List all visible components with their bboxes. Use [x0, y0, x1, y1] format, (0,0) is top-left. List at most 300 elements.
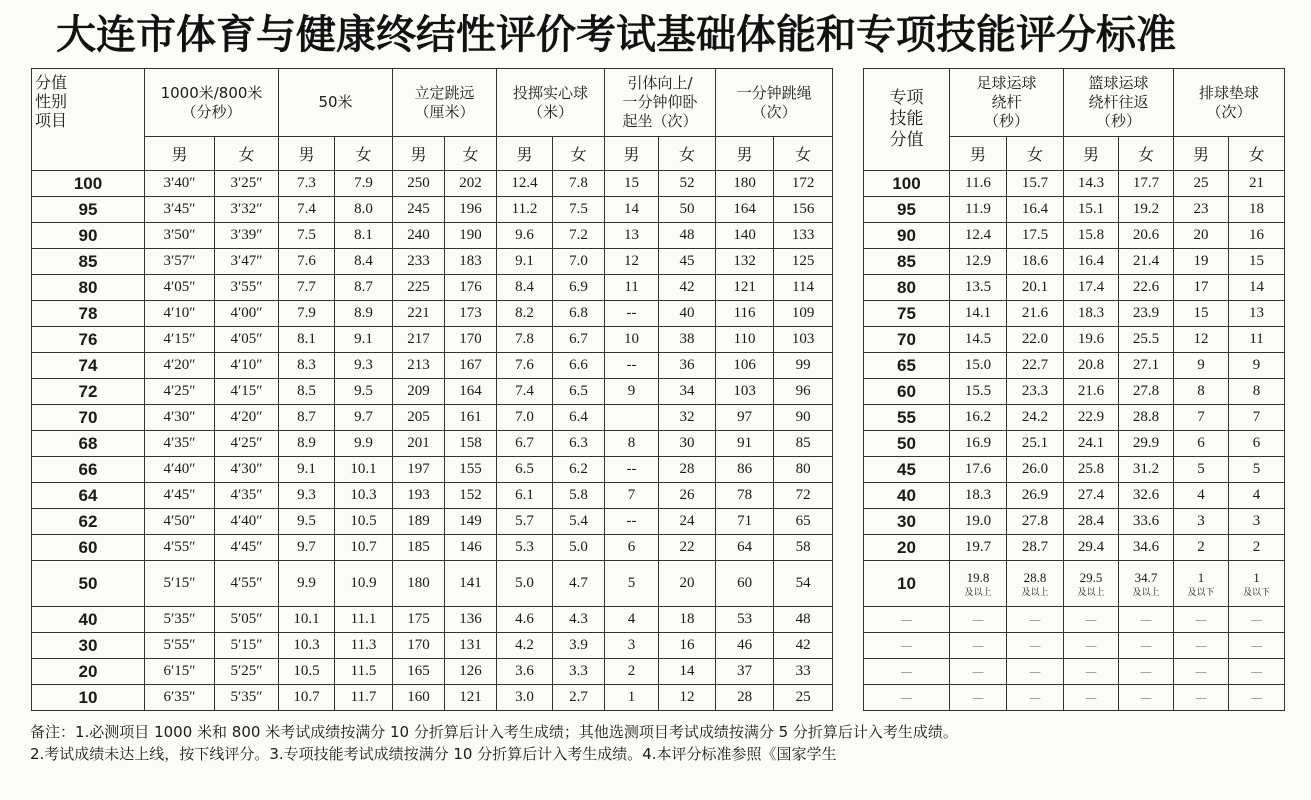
- table-row: [32, 633, 833, 659]
- value-cell: 4′35″: [145, 431, 215, 457]
- value-cell: 5′25″: [215, 659, 279, 685]
- value-cell: --: [605, 301, 659, 327]
- value-cell: 7.8: [553, 171, 605, 197]
- value-cell: 14.1: [950, 301, 1007, 327]
- female-col-header: 女: [1229, 137, 1285, 171]
- value-cell: 71: [716, 509, 774, 535]
- value-cell: 42: [774, 633, 833, 659]
- value-cell: 9.7: [335, 405, 393, 431]
- dash-cell: —: [950, 633, 1007, 659]
- table-row: [32, 607, 833, 633]
- value-cell: 2: [1174, 535, 1229, 561]
- table-row: [32, 197, 833, 223]
- value-cell: 4′05″: [145, 275, 215, 301]
- score-cell: 80: [32, 275, 145, 301]
- dash-cell: —: [1064, 607, 1119, 633]
- table-row: [864, 249, 1285, 275]
- value-cell: 8: [605, 431, 659, 457]
- value-cell: 25.1: [1007, 431, 1064, 457]
- value-cell: 165: [393, 659, 445, 685]
- table-row: [864, 483, 1285, 509]
- table-row: [32, 561, 833, 607]
- dash-cell: —: [1229, 659, 1285, 685]
- value-cell: 33.6: [1119, 509, 1174, 535]
- value-cell: 6.7: [497, 431, 553, 457]
- score-cell: 90: [864, 223, 950, 249]
- score-cell: 40: [32, 607, 145, 633]
- header-volleyball-bump: 排球垫球 （次）: [1174, 69, 1285, 137]
- table-row: [32, 301, 833, 327]
- value-cell: 7.9: [279, 301, 335, 327]
- value-cell: 11: [605, 275, 659, 301]
- value-cell: 158: [445, 431, 497, 457]
- value-cell: 29.9: [1119, 431, 1174, 457]
- value-cell: 8.3: [279, 353, 335, 379]
- value-cell: 45: [659, 249, 716, 275]
- value-cell: 10.7: [279, 685, 335, 711]
- value-cell: 22.6: [1119, 275, 1174, 301]
- value-cell: 8.0: [335, 197, 393, 223]
- table-row: [32, 379, 833, 405]
- note-line-2: 2.考试成绩未达上线，按下线评分。3.专项技能考试成绩按满分 10 分折算后计入考生成绩。4.本评分标准参照《国家学生: [30, 745, 837, 763]
- value-cell: 103: [774, 327, 833, 353]
- dash-cell: —: [1119, 607, 1174, 633]
- value-cell: 16: [659, 633, 716, 659]
- value-cell: 9.5: [279, 509, 335, 535]
- value-cell: 7.5: [553, 197, 605, 223]
- value-cell: 185: [393, 535, 445, 561]
- value-cell: 9: [605, 379, 659, 405]
- value-cell: 131: [445, 633, 497, 659]
- value-cell: 125: [774, 249, 833, 275]
- value-cell: 22: [659, 535, 716, 561]
- value-cell: 16: [1229, 223, 1285, 249]
- value-cell: 12: [659, 685, 716, 711]
- value-cell: 10.3: [335, 483, 393, 509]
- male-col-header: 男: [497, 137, 553, 171]
- value-cell: 5.0: [553, 535, 605, 561]
- header-football-dribble: 足球运球 绕杆 （秒）: [950, 69, 1064, 137]
- value-cell: 176: [445, 275, 497, 301]
- value-cell: 11.2: [497, 197, 553, 223]
- value-cell: 21.6: [1064, 379, 1119, 405]
- value-cell: 140: [716, 223, 774, 249]
- score-cell: 64: [32, 483, 145, 509]
- male-col-header: 男: [1174, 137, 1229, 171]
- value-cell: 8.2: [497, 301, 553, 327]
- value-cell: 126: [445, 659, 497, 685]
- female-col-header: 女: [1007, 137, 1064, 171]
- value-cell: 164: [445, 379, 497, 405]
- score-cell: 62: [32, 509, 145, 535]
- value-cell: 4: [1174, 483, 1229, 509]
- threshold-qualifier: 及以上: [1077, 586, 1105, 597]
- value-cell: 5′15″: [215, 633, 279, 659]
- value-cell: 121: [445, 685, 497, 711]
- dash-cell: —: [864, 685, 950, 711]
- value-cell: 11.3: [335, 633, 393, 659]
- dash-cell: —: [950, 685, 1007, 711]
- value-cell: 42: [659, 275, 716, 301]
- value-cell: 22.7: [1007, 353, 1064, 379]
- value-cell: 160: [393, 685, 445, 711]
- table-row: [32, 353, 833, 379]
- value-cell: 5: [605, 561, 659, 607]
- threshold-qualifier: 及以下: [1187, 586, 1215, 597]
- value-cell: 156: [774, 197, 833, 223]
- value-cell: 14.3: [1064, 171, 1119, 197]
- table-row: [32, 249, 833, 275]
- header-basketball-dribble: 篮球运球 绕杆往返 （秒）: [1064, 69, 1174, 137]
- score-cell: 100: [864, 171, 950, 197]
- value-cell: 7.0: [553, 249, 605, 275]
- dash-cell: —: [864, 607, 950, 633]
- value-cell: 7: [1229, 405, 1285, 431]
- score-cell: 20: [864, 535, 950, 561]
- value-cell: 221: [393, 301, 445, 327]
- value-cell: 4′30″: [145, 405, 215, 431]
- threshold-value: 19.8: [966, 569, 990, 585]
- value-cell: 24: [659, 509, 716, 535]
- value-cell: 52: [659, 171, 716, 197]
- threshold-value: 28.8: [1023, 569, 1047, 585]
- dash-cell: —: [1119, 685, 1174, 711]
- value-cell: 17: [1174, 275, 1229, 301]
- value-cell: 183: [445, 249, 497, 275]
- threshold-value: 1: [1197, 569, 1205, 585]
- page-title: 大连市体育与健康终结性评价考试基础体能和专项技能评分标准: [56, 12, 1176, 58]
- value-cell: 172: [774, 171, 833, 197]
- score-cell: 70: [32, 405, 145, 431]
- value-cell: 13.5: [950, 275, 1007, 301]
- value-cell: 193: [393, 483, 445, 509]
- value-cell: 201: [393, 431, 445, 457]
- value-cell: 4′15″: [215, 379, 279, 405]
- table-row: [32, 405, 833, 431]
- value-cell: 180: [393, 561, 445, 607]
- score-cell: 60: [864, 379, 950, 405]
- score-cell: 68: [32, 431, 145, 457]
- value-cell: [1229, 561, 1285, 607]
- value-cell: 32.6: [1119, 483, 1174, 509]
- value-cell: 161: [445, 405, 497, 431]
- value-cell: 8.1: [279, 327, 335, 353]
- table-row: [32, 659, 833, 685]
- value-cell: 19.6: [1064, 327, 1119, 353]
- table-row: [864, 171, 1285, 197]
- value-cell: 6: [1174, 431, 1229, 457]
- value-cell: 132: [716, 249, 774, 275]
- value-cell: 91: [716, 431, 774, 457]
- value-cell: 190: [445, 223, 497, 249]
- value-cell: 22.0: [1007, 327, 1064, 353]
- table-row: [32, 327, 833, 353]
- fitness-score-table: [31, 68, 833, 711]
- value-cell: 133: [774, 223, 833, 249]
- score-cell: 78: [32, 301, 145, 327]
- table-row: [32, 457, 833, 483]
- value-cell: 26.9: [1007, 483, 1064, 509]
- value-cell: 18.6: [1007, 249, 1064, 275]
- value-cell: 10.1: [279, 607, 335, 633]
- value-cell: 4′35″: [215, 483, 279, 509]
- value-cell: 97: [716, 405, 774, 431]
- value-cell: 9.1: [279, 457, 335, 483]
- value-cell: 8.9: [335, 301, 393, 327]
- value-cell: 6′15″: [145, 659, 215, 685]
- value-cell: 8.1: [335, 223, 393, 249]
- value-cell: 9.6: [497, 223, 553, 249]
- value-cell: 4: [1229, 483, 1285, 509]
- value-cell: 14.5: [950, 327, 1007, 353]
- value-cell: 250: [393, 171, 445, 197]
- value-cell: 10.9: [335, 561, 393, 607]
- score-cell: 10: [32, 685, 145, 711]
- value-cell: 15.8: [1064, 223, 1119, 249]
- table-row: [32, 171, 833, 197]
- value-cell: 5.8: [553, 483, 605, 509]
- value-cell: 86: [716, 457, 774, 483]
- value-cell: 7.0: [497, 405, 553, 431]
- dash-cell: —: [1229, 633, 1285, 659]
- table-row: [32, 275, 833, 301]
- value-cell: 7.4: [279, 197, 335, 223]
- value-cell: 245: [393, 197, 445, 223]
- value-cell: 20.8: [1064, 353, 1119, 379]
- value-cell: 34: [659, 379, 716, 405]
- table-row: [864, 405, 1285, 431]
- value-cell: 7.6: [497, 353, 553, 379]
- value-cell: 4′05″: [215, 327, 279, 353]
- value-cell: 5′55″: [145, 633, 215, 659]
- value-cell: 3′45″: [145, 197, 215, 223]
- value-cell: 170: [393, 633, 445, 659]
- header-pullup-situp: 引体向上/ 一分钟仰卧 起坐（次）: [605, 69, 716, 137]
- score-cell: 30: [32, 633, 145, 659]
- score-cell: 50: [864, 431, 950, 457]
- value-cell: 4′10″: [215, 353, 279, 379]
- value-cell: 9.1: [497, 249, 553, 275]
- value-cell: 24.1: [1064, 431, 1119, 457]
- value-cell: 16.4: [1064, 249, 1119, 275]
- value-cell: 6.7: [553, 327, 605, 353]
- value-cell: 209: [393, 379, 445, 405]
- value-cell: 15.1: [1064, 197, 1119, 223]
- value-cell: 5.0: [497, 561, 553, 607]
- value-cell: 25.8: [1064, 457, 1119, 483]
- value-cell: 2: [605, 659, 659, 685]
- value-cell: 4′40″: [215, 509, 279, 535]
- value-cell: 180: [716, 171, 774, 197]
- value-cell: 3.3: [553, 659, 605, 685]
- value-cell: 3: [1229, 509, 1285, 535]
- value-cell: 14: [659, 659, 716, 685]
- value-cell: --: [605, 509, 659, 535]
- value-cell: 15: [605, 171, 659, 197]
- value-cell: 3: [1174, 509, 1229, 535]
- header-standing-long-jump: 立定跳远 （厘米）: [393, 69, 497, 137]
- table-row: [32, 431, 833, 457]
- value-cell: 18: [1229, 197, 1285, 223]
- female-col-header: 女: [553, 137, 605, 171]
- value-cell: 8.9: [279, 431, 335, 457]
- value-cell: 11.9: [950, 197, 1007, 223]
- female-col-header: 女: [774, 137, 833, 171]
- value-cell: 7.2: [553, 223, 605, 249]
- value-cell: 103: [716, 379, 774, 405]
- value-cell: 4′50″: [145, 509, 215, 535]
- table-row: [864, 275, 1285, 301]
- dash-cell: —: [950, 659, 1007, 685]
- value-cell: 6.1: [497, 483, 553, 509]
- value-cell: 6.2: [553, 457, 605, 483]
- value-cell: 16.2: [950, 405, 1007, 431]
- score-cell: 95: [864, 197, 950, 223]
- value-cell: 6.6: [553, 353, 605, 379]
- value-cell: 197: [393, 457, 445, 483]
- value-cell: 189: [393, 509, 445, 535]
- value-cell: 164: [716, 197, 774, 223]
- value-cell: 36: [659, 353, 716, 379]
- value-cell: 5′35″: [145, 607, 215, 633]
- value-cell: 21.4: [1119, 249, 1174, 275]
- score-cell: 76: [32, 327, 145, 353]
- table-row: [864, 509, 1285, 535]
- value-cell: 9.9: [335, 431, 393, 457]
- value-cell: 225: [393, 275, 445, 301]
- value-cell: 5′05″: [215, 607, 279, 633]
- value-cell: 175: [393, 607, 445, 633]
- value-cell: 4′55″: [215, 561, 279, 607]
- score-cell: 95: [32, 197, 145, 223]
- score-cell: 66: [32, 457, 145, 483]
- value-cell: 13: [605, 223, 659, 249]
- value-cell: 149: [445, 509, 497, 535]
- value-cell: 3′47″: [215, 249, 279, 275]
- value-cell: 54: [774, 561, 833, 607]
- score-cell: 75: [864, 301, 950, 327]
- value-cell: 3.0: [497, 685, 553, 711]
- value-cell: 3′55″: [215, 275, 279, 301]
- value-cell: 5.7: [497, 509, 553, 535]
- table-row: [32, 535, 833, 561]
- value-cell: 17.7: [1119, 171, 1174, 197]
- dash-cell: —: [1229, 607, 1285, 633]
- value-cell: 12.9: [950, 249, 1007, 275]
- header-1000m-800m: 1000米/800米 （分秒）: [145, 69, 279, 137]
- value-cell: 23.9: [1119, 301, 1174, 327]
- value-cell: 60: [716, 561, 774, 607]
- value-cell: [1119, 561, 1174, 607]
- value-cell: 28.8: [1119, 405, 1174, 431]
- value-cell: 5′35″: [215, 685, 279, 711]
- skill-score-table: [863, 68, 1285, 711]
- value-cell: 170: [445, 327, 497, 353]
- score-cell: 45: [864, 457, 950, 483]
- dash-cell: —: [1174, 633, 1229, 659]
- value-cell: 12: [605, 249, 659, 275]
- male-col-header: 男: [716, 137, 774, 171]
- male-col-header: 男: [279, 137, 335, 171]
- score-cell: 50: [32, 561, 145, 607]
- value-cell: 80: [774, 457, 833, 483]
- value-cell: 85: [774, 431, 833, 457]
- table-row: [32, 223, 833, 249]
- value-cell: 15.0: [950, 353, 1007, 379]
- table-row: [864, 561, 1285, 607]
- value-cell: 8: [1174, 379, 1229, 405]
- value-cell: 196: [445, 197, 497, 223]
- value-cell: 6.9: [553, 275, 605, 301]
- value-cell: 4′25″: [145, 379, 215, 405]
- value-cell: 26.0: [1007, 457, 1064, 483]
- dash-cell: —: [1007, 633, 1064, 659]
- dash-cell: —: [950, 607, 1007, 633]
- value-cell: 6.4: [553, 405, 605, 431]
- empty-row: [864, 633, 1285, 659]
- value-cell: 99: [774, 353, 833, 379]
- value-cell: 25.5: [1119, 327, 1174, 353]
- value-cell: 3′40″: [145, 171, 215, 197]
- value-cell: 121: [716, 275, 774, 301]
- value-cell: 38: [659, 327, 716, 353]
- score-cell: 20: [32, 659, 145, 685]
- value-cell: 5.4: [553, 509, 605, 535]
- value-cell: 3.9: [553, 633, 605, 659]
- value-cell: 27.8: [1007, 509, 1064, 535]
- score-cell: 40: [864, 483, 950, 509]
- value-cell: 72: [774, 483, 833, 509]
- value-cell: 10.1: [335, 457, 393, 483]
- value-cell: 11.5: [335, 659, 393, 685]
- value-cell: 217: [393, 327, 445, 353]
- value-cell: 9.5: [335, 379, 393, 405]
- value-cell: 4.3: [553, 607, 605, 633]
- value-cell: 19.0: [950, 509, 1007, 535]
- value-cell: 19: [1174, 249, 1229, 275]
- score-cell: 100: [32, 171, 145, 197]
- value-cell: 37: [716, 659, 774, 685]
- value-cell: 96: [774, 379, 833, 405]
- table-row: [864, 457, 1285, 483]
- skill-corner-header: 专项 技能 分值: [864, 69, 950, 171]
- value-cell: 19.7: [950, 535, 1007, 561]
- value-cell: 5.3: [497, 535, 553, 561]
- value-cell: 28.7: [1007, 535, 1064, 561]
- value-cell: 9.1: [335, 327, 393, 353]
- value-cell: 4.7: [553, 561, 605, 607]
- value-cell: 20: [1174, 223, 1229, 249]
- value-cell: 6.3: [553, 431, 605, 457]
- value-cell: 16.4: [1007, 197, 1064, 223]
- threshold-value: 1: [1253, 569, 1260, 585]
- value-cell: 11.7: [335, 685, 393, 711]
- value-cell: 116: [716, 301, 774, 327]
- value-cell: 18.3: [950, 483, 1007, 509]
- value-cell: [605, 405, 659, 431]
- value-cell: 32: [659, 405, 716, 431]
- value-cell: 64: [716, 535, 774, 561]
- value-cell: 17.5: [1007, 223, 1064, 249]
- value-cell: 27.4: [1064, 483, 1119, 509]
- value-cell: 3.6: [497, 659, 553, 685]
- table-row: [864, 379, 1285, 405]
- value-cell: 3′39″: [215, 223, 279, 249]
- value-cell: 16.9: [950, 431, 1007, 457]
- value-cell: 6.5: [553, 379, 605, 405]
- value-cell: 58: [774, 535, 833, 561]
- threshold-qualifier: 及以上: [1132, 586, 1160, 597]
